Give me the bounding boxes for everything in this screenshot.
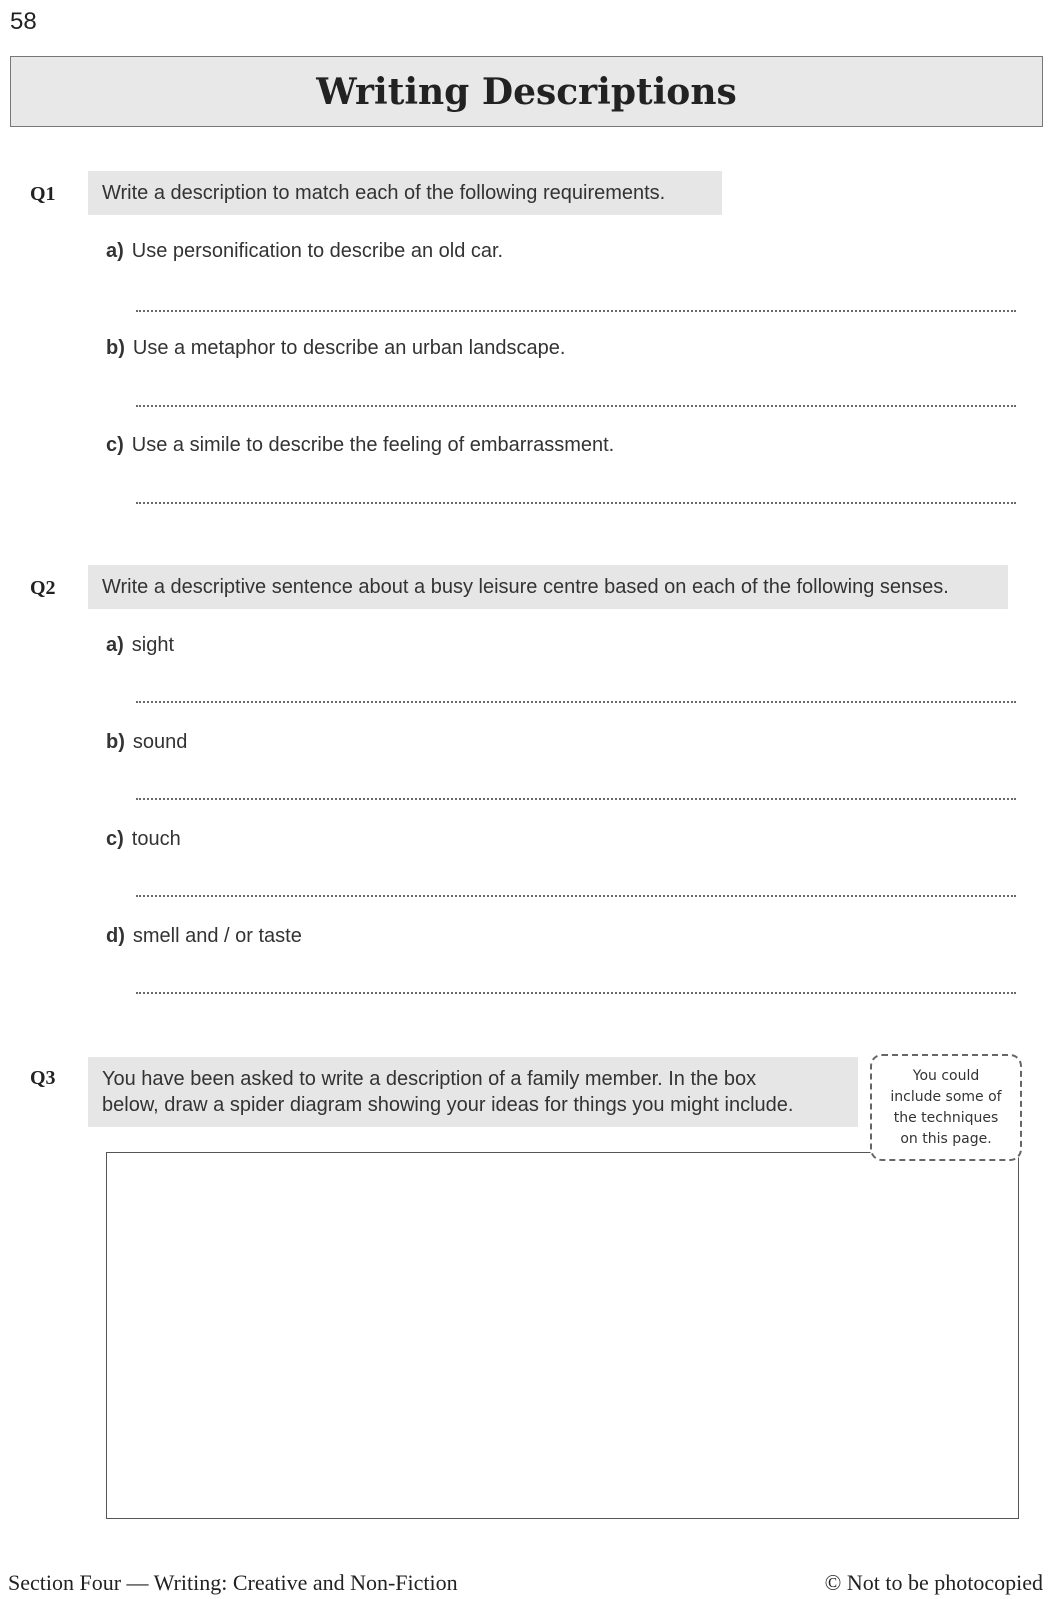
footer-copyright: © Not to be photocopied [824, 1570, 1043, 1595]
q2-part-b [106, 731, 187, 754]
page-number: 58 [10, 8, 37, 35]
q3-number: Q3 [30, 1067, 56, 1089]
part-label: a) [106, 634, 124, 656]
part-text: Use a simile to describe the feeling of embarrassment. [131, 434, 615, 456]
part-text: touch [131, 828, 181, 850]
q2-part-c [106, 828, 181, 851]
answer-line-q1c[interactable] [136, 502, 1016, 504]
part-label: d) [106, 925, 125, 947]
answer-line-q2b[interactable] [136, 798, 1016, 800]
answer-line-q1a[interactable] [136, 310, 1016, 312]
q3-prompt-box [88, 1057, 858, 1127]
q2-number: Q2 [30, 577, 56, 599]
q1-part-b [106, 337, 565, 360]
answer-line-q2c[interactable] [136, 895, 1016, 897]
part-text: Use a metaphor to describe an urban landscape. [132, 337, 566, 359]
q2-part-d [106, 925, 302, 948]
part-label: c) [106, 434, 124, 456]
footer-section-label: Section Four — Writing: Creative and Non-Fiction [8, 1570, 458, 1595]
q1-part-c [106, 434, 614, 457]
page-title: Writing Descriptions [316, 70, 737, 113]
part-label: c) [106, 828, 124, 850]
hint-text: You could include some of the techniques on this page. [890, 1067, 1002, 1147]
q1-prompt: Write a description to match each of the following requirements. [102, 182, 666, 204]
q3-prompt-line-1: You have been asked to write a description of a family member. In the box [102, 1068, 757, 1090]
part-label: b) [106, 731, 125, 753]
answer-line-q2a[interactable] [136, 701, 1016, 703]
q2-prompt-box [88, 565, 1008, 609]
q1-part-a [106, 240, 503, 263]
q2-part-a [106, 634, 174, 657]
q2-prompt: Write a descriptive sentence about a busy leisure centre based on each of the following senses. [102, 576, 949, 598]
part-text: sight [131, 634, 175, 656]
part-text: sound [132, 731, 188, 753]
title-bar [10, 56, 1043, 127]
q1-prompt-box [88, 171, 722, 215]
hint-bubble [870, 1054, 1022, 1161]
part-label: b) [106, 337, 125, 359]
q1-number: Q1 [30, 183, 56, 205]
part-text: Use personification to describe an old car. [131, 240, 504, 262]
part-text: smell and / or taste [132, 925, 302, 947]
q3-prompt-line-2: below, draw a spider diagram showing your ideas for things you might include. [102, 1094, 794, 1116]
spider-diagram-box[interactable] [106, 1152, 1019, 1519]
answer-line-q2d[interactable] [136, 992, 1016, 994]
part-label: a) [106, 240, 124, 262]
answer-line-q1b[interactable] [136, 405, 1016, 407]
